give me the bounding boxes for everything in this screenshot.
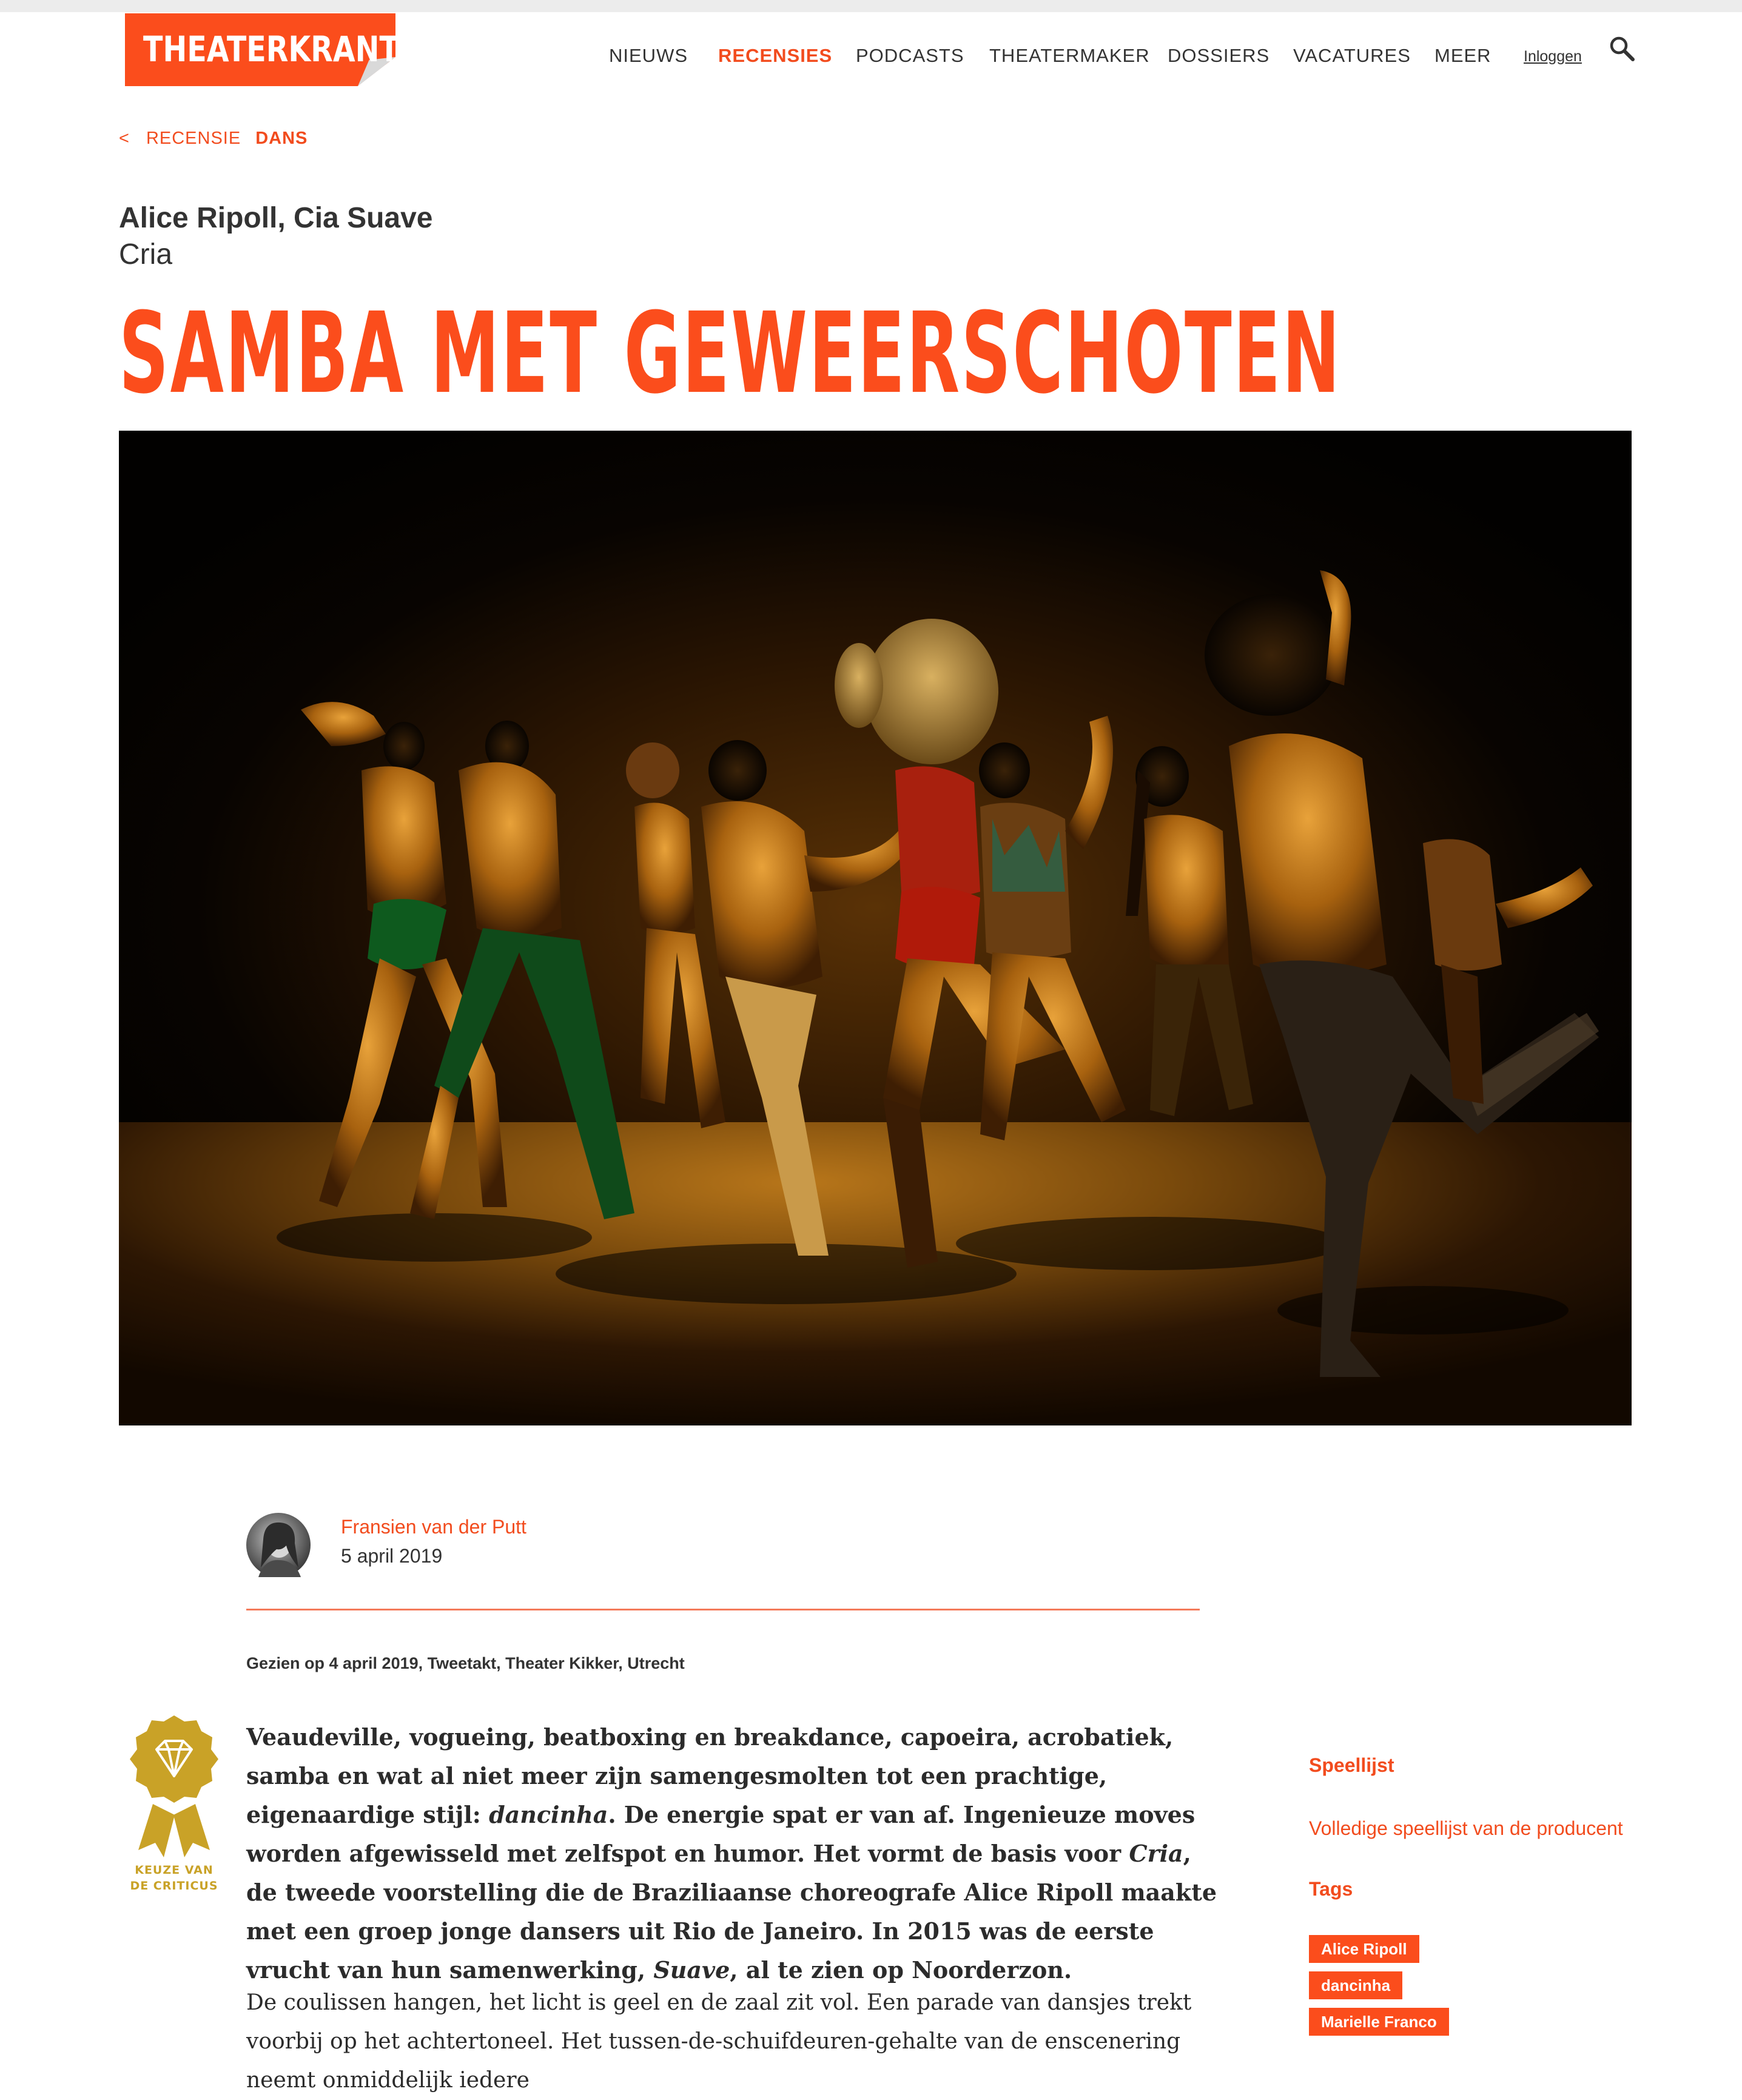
nav-item-theatermaker[interactable]: THEATERMAKER [989, 45, 1150, 66]
dancers-illustration [119, 431, 1632, 1423]
nav-item-podcasts[interactable]: PODCASTS [856, 45, 964, 66]
badge-label [125, 1862, 223, 1894]
hero-photo [119, 431, 1632, 1423]
article-paragraph: De coulissen hangen, het licht is geel en de zaal zit vol. Een parade van dansjes trekt voorbij op het achtertoneel. Het tussen-de-schuifdeuren-gehalte van de enscenering neemt onmiddelijk iedere [246, 1990, 1192, 2093]
lead-part: Veaudeville, vogueing, beatboxing en breakdance, capoeira, acrobatiek, samba en wat al niet meer zijn samengesmolten tot een prachtige, eigenaardige stijl: [246, 1723, 1174, 1828]
author-avatar[interactable] [246, 1513, 311, 1577]
nav-item-vacatures[interactable]: VACATURES [1293, 45, 1411, 66]
nav-item-meer[interactable]: MEER [1434, 45, 1491, 66]
article-maker: Alice Ripoll, Cia Suave [119, 202, 433, 234]
lead-part: , al te zien op Noorderzon. [730, 1956, 1072, 1984]
back-chevron[interactable]: < [119, 129, 129, 148]
badge-line-1: KEUZE VAN [135, 1863, 214, 1877]
article-lead [246, 1718, 1229, 1990]
lead-part: , de tweede voorstelling die de Braziliaanse choreografe Alice Ripoll maakte met een groep jonge dansers uit Rio de Janeiro. In 2015 was de eerste vrucht van hun samenwerking, [246, 1840, 1217, 1984]
article-date: 5 april 2019 [341, 1545, 443, 1567]
cast-link[interactable]: Volledige speellijst van de producent [1309, 1817, 1623, 1839]
site-logo[interactable] [125, 13, 399, 86]
author-name[interactable]: Fransien van der Putt [341, 1516, 526, 1538]
breadcrumb-section[interactable]: RECENSIE [146, 129, 241, 148]
tag-alice-ripoll[interactable]: Alice Ripoll [1309, 1935, 1419, 1963]
author-divider [246, 1609, 1200, 1610]
article-headline: SAMBA MET GEWEERSCHOTEN [119, 289, 1342, 419]
cast-heading: Speellijst [1309, 1754, 1394, 1776]
seen-info: Gezien op 4 april 2019, Tweetakt, Theater Kikker, Utrecht [246, 1654, 685, 1672]
breadcrumb-category[interactable]: DANS [255, 129, 308, 148]
login-link[interactable]: Inloggen [1524, 48, 1582, 65]
badge-line-2: DE CRITICUS [130, 1879, 218, 1893]
breadcrumb [119, 126, 308, 150]
lead-part-italic: Suave [653, 1956, 730, 1984]
tags-heading: Tags [1309, 1878, 1353, 1900]
author-photo [246, 1513, 311, 1577]
tag-marielle-franco[interactable]: Marielle Franco [1309, 2008, 1449, 2036]
lead-part-italic: Cria [1129, 1840, 1183, 1867]
nav-item-dossiers[interactable]: DOSSIERS [1168, 45, 1270, 66]
search-icon[interactable] [1609, 35, 1635, 62]
critics-choice-badge [125, 1713, 223, 1895]
tag-dancinha[interactable]: dancinha [1309, 1971, 1402, 1999]
lead-part: . De energie spat er van af. Ingenieuze moves worden afgewisseld met zelfspot en humor. Het vormt de basis voor [246, 1801, 1196, 1867]
logo-text: THEATERKRANT [143, 29, 399, 70]
lead-part-italic: dancinha [489, 1801, 608, 1828]
nav-item-recensies[interactable]: RECENSIES [718, 45, 833, 66]
nav-item-nieuws[interactable]: NIEUWS [609, 45, 688, 66]
diamond-ribbon-icon [125, 1713, 223, 1859]
browser-top-strip [0, 0, 1742, 12]
article-show-title: Cria [119, 238, 173, 271]
